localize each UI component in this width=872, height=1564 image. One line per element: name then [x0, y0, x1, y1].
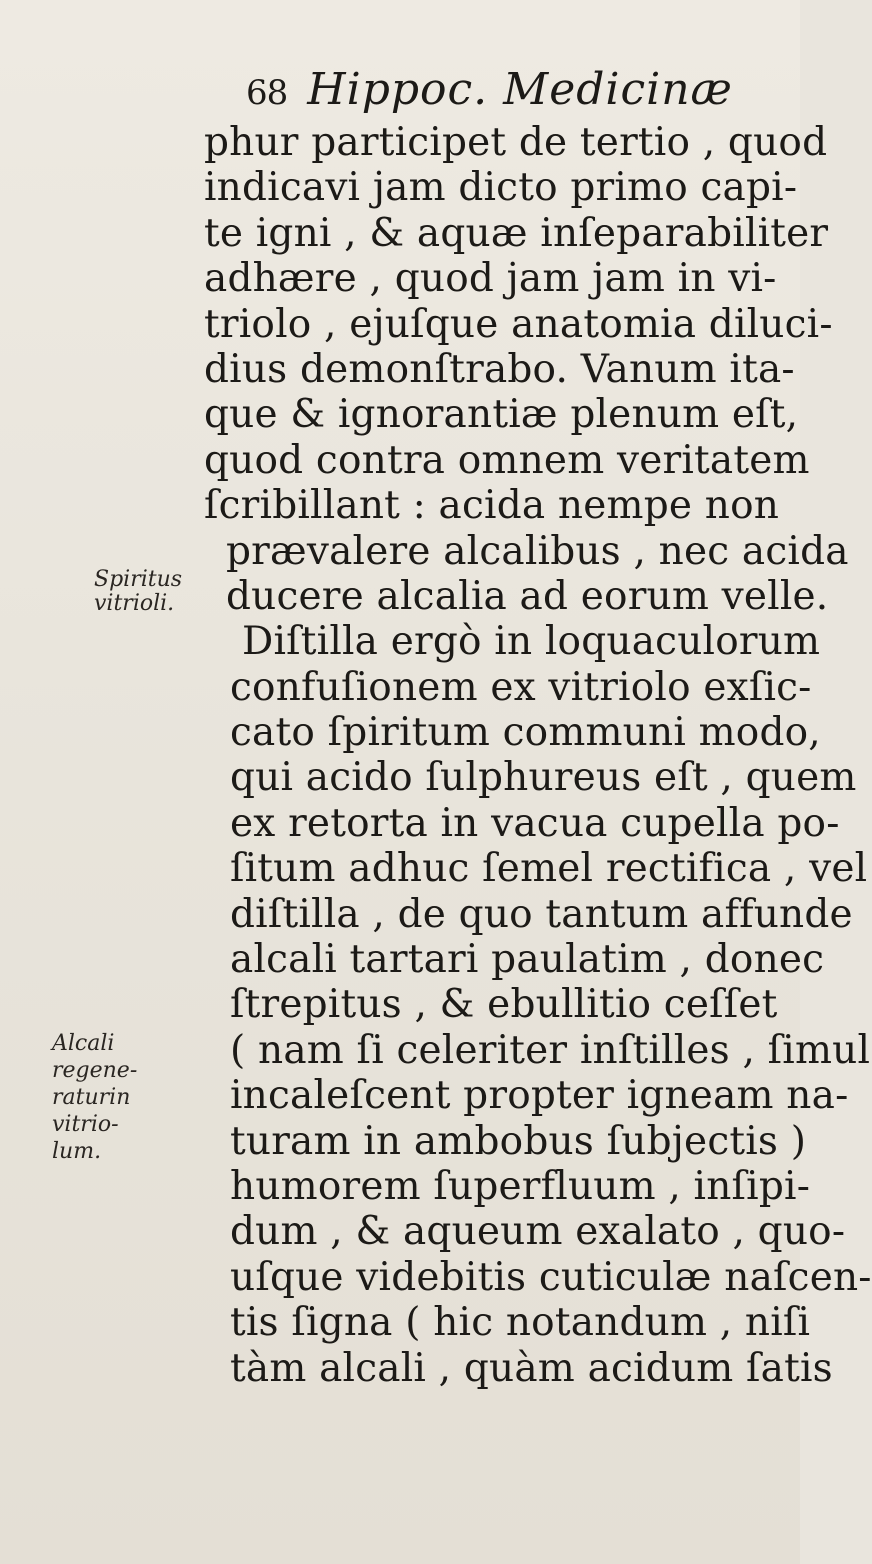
- text-line: dius demonſtrabo. Vanum ita-: [204, 346, 795, 392]
- text-line: alcali tartari paulatim , donec: [230, 937, 825, 983]
- running-head: Hippoc. Medicinæ: [307, 64, 733, 115]
- text-line: uſque videbitis cuticulæ naſcen-: [230, 1254, 872, 1300]
- text-line: confuſionem ex vitriolo exſic-: [230, 664, 812, 710]
- text-line: humorem ſuperfluum , inſipi-: [230, 1163, 811, 1209]
- margin-note-line: vitrioli.: [94, 591, 175, 616]
- margin-note-line: lum.: [52, 1139, 102, 1164]
- text-line: ſitum adhuc ſemel rectifica , vel: [230, 846, 868, 892]
- margin-note-line: raturin: [52, 1085, 131, 1110]
- text-line: Diſtilla ergò in loquaculorum: [242, 619, 821, 665]
- text-line: que & ignorantiæ plenum eſt,: [204, 392, 799, 438]
- margin-note-line: Spiritus: [94, 567, 183, 592]
- text-line: qui acido ſulphureus eſt , quem: [230, 755, 857, 801]
- text-line: ſtrepitus , & ebullitio ceſſet: [230, 982, 778, 1028]
- text-line: ducere alcalia ad eorum velle.: [226, 573, 829, 619]
- text-line: dum , & aqueum exalato , quo-: [230, 1209, 846, 1255]
- text-line: phur participet de tertio , quod: [204, 120, 828, 165]
- text-line: ( nam ſi celeriter inſtilles , ſimul: [230, 1027, 871, 1073]
- margin-note-line: Alcali: [52, 1031, 115, 1056]
- text-line: ſcribillant : acida nempe non: [204, 483, 780, 529]
- text-line: tàm alcali , quàm acidum ſatis: [230, 1345, 833, 1391]
- text-line: adhære , quod jam jam in vi-: [204, 256, 777, 302]
- margin-note-line: vitrio-: [52, 1112, 119, 1137]
- text-line: triolo , ejuſque anatomia diluci-: [204, 301, 833, 347]
- margin-note-line: regene-: [52, 1058, 138, 1083]
- text-line: tis ſigna ( hic notandum , niſi: [230, 1300, 811, 1346]
- text-line: turam in ambobus ſubjectis ): [230, 1118, 807, 1164]
- text-line: prævalere alcalibus , nec acida: [226, 528, 849, 574]
- margin-note-alcali: [52, 1030, 137, 1165]
- text-line: indicavi jam dicto primo capi-: [204, 165, 798, 211]
- page-number: 68: [246, 73, 288, 113]
- page-header: [246, 64, 733, 124]
- text-line: te igni , & aquæ inſeparabiliter: [204, 210, 829, 256]
- text-line: incaleſcent propter igneam na-: [230, 1073, 849, 1119]
- text-line: ex retorta in vacua cupella po-: [230, 800, 840, 846]
- text-line: quod contra omnem veritatem: [204, 437, 810, 483]
- body-text: [202, 120, 872, 1391]
- text-line: cato ſpiritum communi modo,: [230, 710, 821, 756]
- text-line: diſtilla , de quo tantum affunde: [230, 891, 853, 937]
- margin-note-spiritus-vitrioli: [94, 568, 182, 616]
